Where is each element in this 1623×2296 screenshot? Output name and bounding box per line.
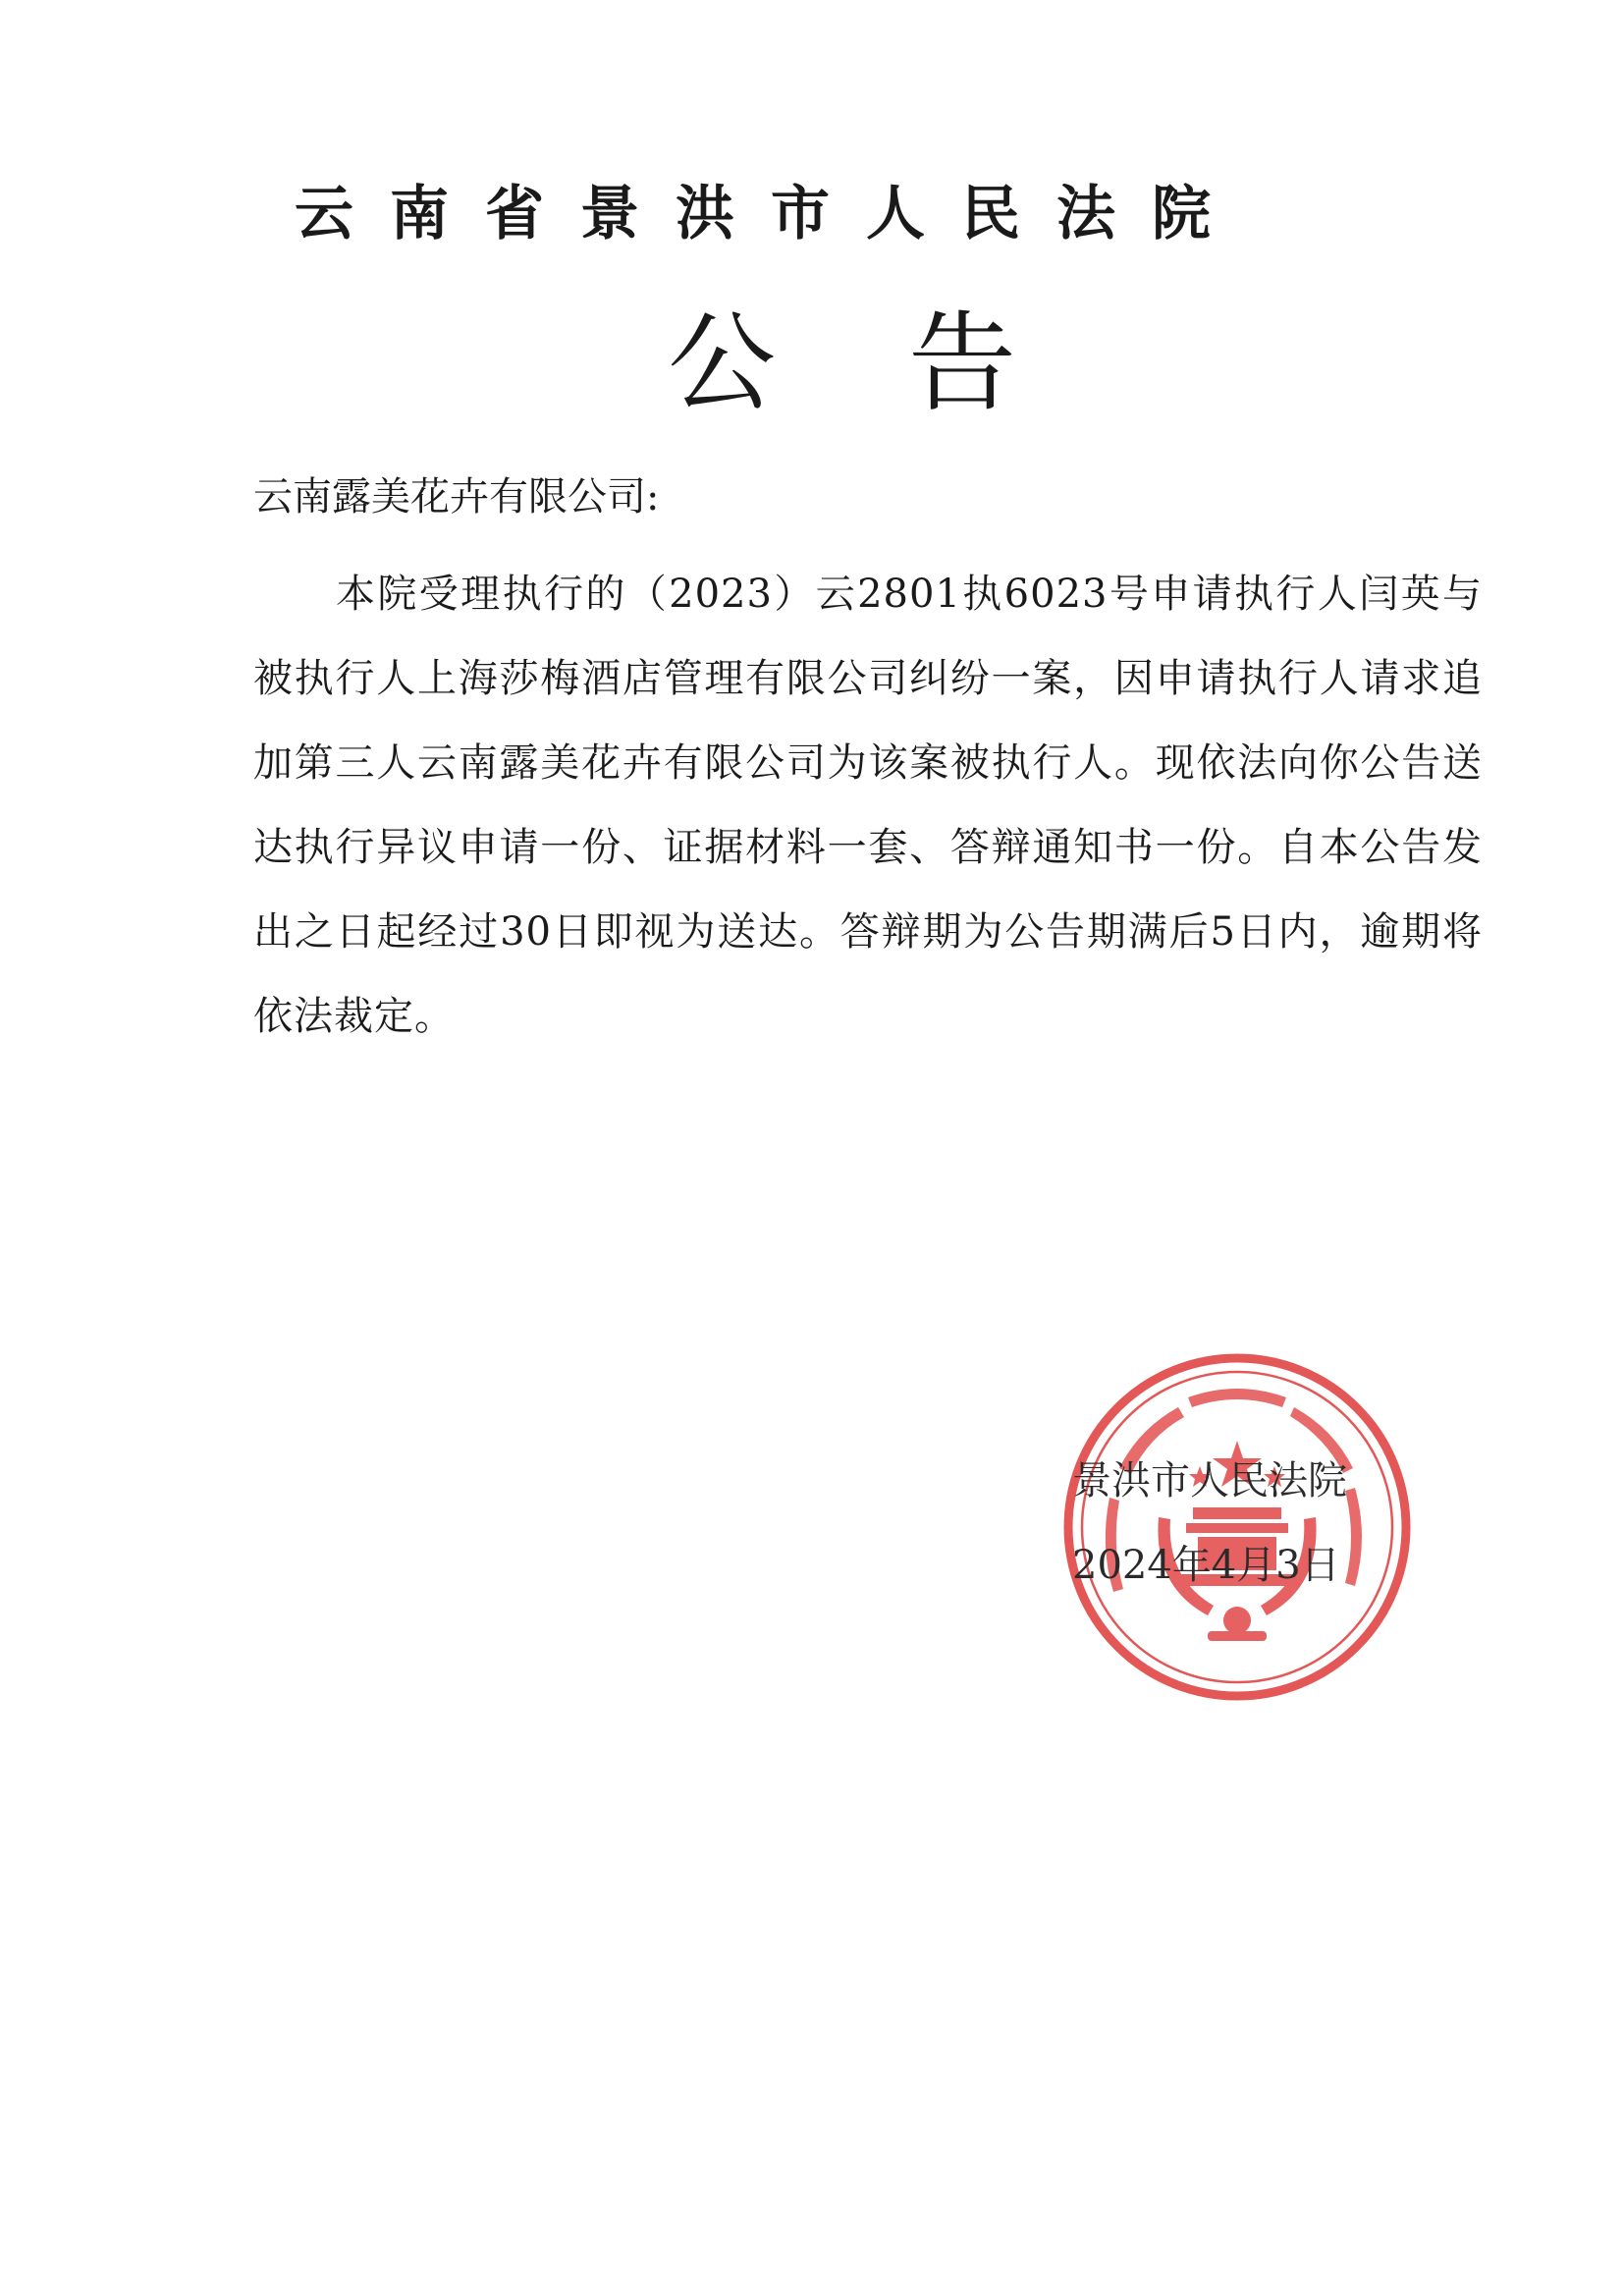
issuer-name: 景洪市人民法院 [1072, 1458, 1347, 1503]
notice-title: 公告 [668, 301, 1149, 426]
court-name-heading: 云南省景洪市人民法院 [295, 180, 1247, 248]
signature-block [1072, 1439, 1406, 1608]
notice-body-paragraph: 本院受理执行的（2023）云2801执6023号申请执行人闫英与被执行人上海莎梅酒店管理有限公司纠纷一案，因申请执行人请求追加第三人云南露美花卉有限公司为该案被执行人。现依法向你公告送达执行异议申请一份、证据材料一套、答辩通知书一份。自本公告发出之日起经过30日即视为送达。答辩期为公告期满后5日内，逾期将依法裁定。 [253, 572, 1483, 1039]
issue-date: 2024年4月3日 [1072, 1543, 1340, 1588]
addressee-line: 云南露美花卉有限公司: [253, 474, 660, 519]
